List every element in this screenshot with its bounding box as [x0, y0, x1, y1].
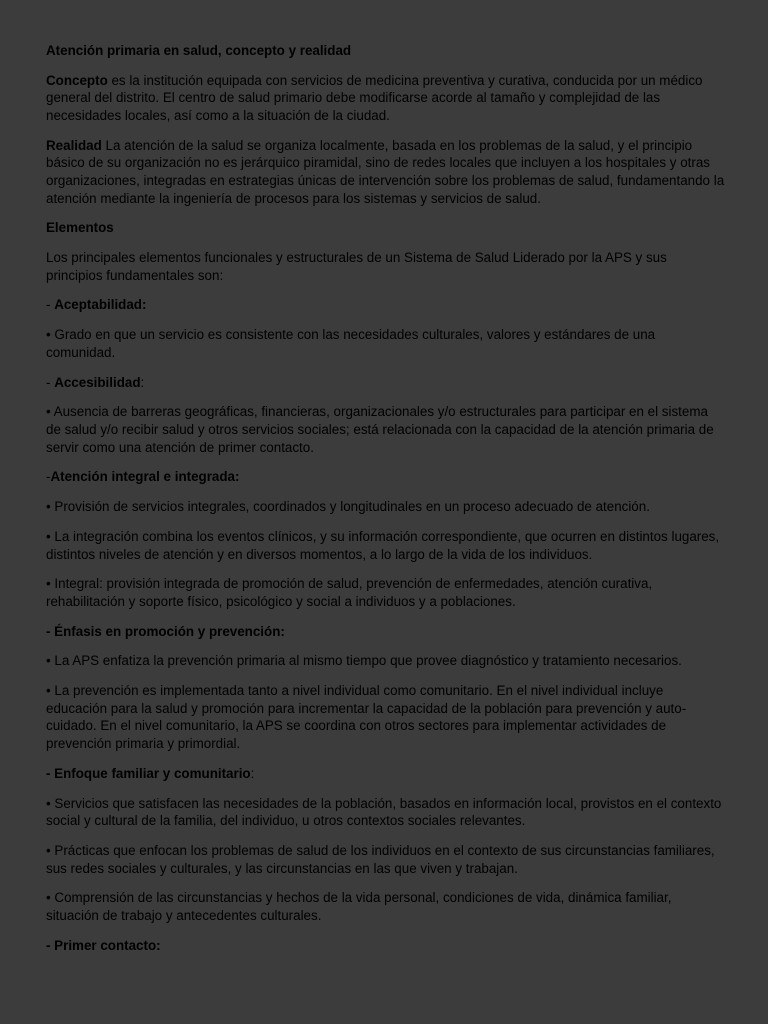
atencion-integral-bullet: • Provisión de servicios integrales, coordinados y longitudinales en un proceso adecuado de atención.: [46, 499, 650, 515]
atencion-integral-bullet: • Integral: provisión integrada de promoción de salud, prevención de enfermedades, atención curativa, rehabilitación y soporte físico, psicológico y social a individuos y a poblaciones.: [46, 576, 653, 609]
aceptabilidad-bullet: • Grado en que un servicio es consistente con las necesidades culturales, valores y estándares de una comunidad.: [46, 327, 656, 360]
realidad-paragraph: [46, 137, 726, 207]
atencion-integral-heading: -Atención integral e integrada:: [46, 469, 240, 485]
primer-contacto-heading: - Primer contacto:: [46, 937, 161, 953]
enfasis-heading: - Énfasis en promoción y prevención:: [46, 623, 285, 639]
realidad-term: Realidad: [46, 137, 102, 153]
enfoque-bullet: • Prácticas que enfocan los problemas de salud de los individuos en el contexto de sus circunstancias familiares, sus redes sociales y culturales, y las circunstancias en las que viven y trabajan.: [46, 842, 715, 876]
atencion-integral-bullet: • La integración combina los eventos clínicos, y su información correspondiente, que ocurren en distintos lugares, distintos niveles de atención y en diversos momentos, a lo largo de la vida de los individuos.: [46, 528, 720, 562]
enfoque-bullet: • Servicios que satisfacen las necesidades de la población, basados en información local, provistos en el contexto social y cultural de la familia, del individuo, u otros contextos sociales relevantes.: [46, 795, 722, 829]
enfoque-bullet: • Comprensión de las circunstancias y hechos de la vida personal, condiciones de vida, dinámica familiar, situación de trabajo y antecedentes culturales.: [46, 890, 672, 923]
document-body: [46, 42, 726, 967]
concepto-paragraph: [46, 72, 726, 125]
realidad-text: La atención de la salud se organiza localmente, basada en los problemas de la salud, y el principio básico de su organización no es jerárquico piramidal, sino de redes locales que incluyen a los hospitales y otras organizaciones, integradas en estrategias únicas de intervención sobre los problemas de salud, fundamentando la atención mediante la ingeniería de procesos para los sistemas y servicios de salud.: [46, 137, 725, 206]
elementos-heading: Elementos: [46, 220, 114, 236]
accesibilidad-bullet: • Ausencia de barreras geográficas, financieras, organizacionales y/o estructurales para participar en el sistema de salud y/o recibir salud y otros servicios sociales; está relacionada con la capacidad de la atención primaria de servir como una atención de primer contacto.: [46, 404, 714, 455]
enfoque-heading: - Enfoque familiar y comunitario:: [46, 765, 255, 781]
document-title: Atención primaria en salud, concepto y realidad: [46, 43, 352, 58]
enfasis-bullet: • La APS enfatiza la prevención primaria al mismo tiempo que provee diagnóstico y tratamiento necesarios.: [46, 653, 682, 669]
enfasis-bullet: • La prevención es implementada tanto a nivel individual como comunitario. En el nivel individual incluye educación para la salud y promoción para incrementar la capacidad de la población para prevención y auto-cuidado. En el nivel comunitario, la APS se coordina con otros sectores para implementar actividades de prevención primaria y primordial.: [46, 683, 687, 752]
concepto-term: Concepto: [46, 72, 108, 88]
elementos-intro: Los principales elementos funcionales y estructurales de un Sistema de Salud Liderado por la APS y sus principios fundamentales son:: [46, 250, 667, 283]
concepto-text: es la institución equipada con servicios de medicina preventiva y curativa, conducida por un médico general del distrito. El centro de salud primario debe modificarse acorde al tamaño y complejidad de las necesidades locales, así como a la situación de la ciudad.: [46, 72, 703, 123]
accesibilidad-heading: - Accesibilidad:: [46, 374, 145, 390]
aceptabilidad-heading: - Aceptabilidad:: [46, 297, 147, 313]
